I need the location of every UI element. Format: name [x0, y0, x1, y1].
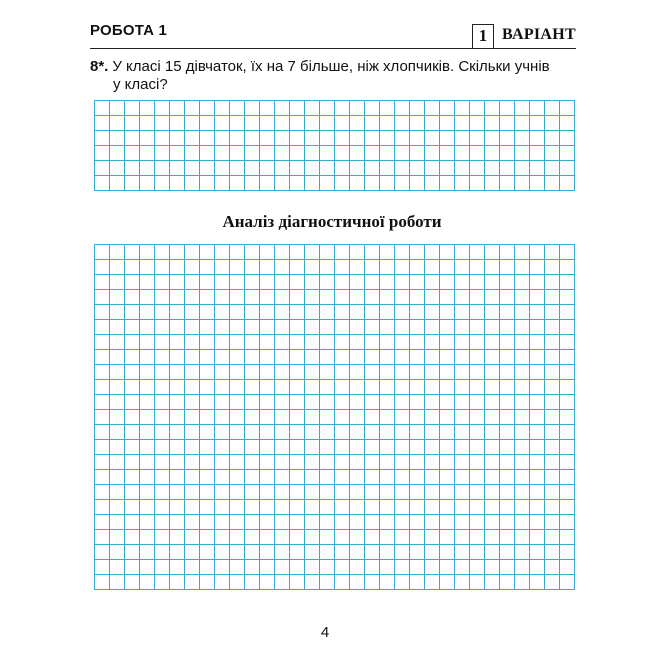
work-title: РОБОТА 1: [90, 22, 168, 39]
page-header: [90, 18, 576, 49]
task-line-1: [90, 58, 584, 76]
variant-number-box: 1: [472, 24, 494, 48]
task-number: 8*.: [90, 58, 109, 75]
task-text-line-2: у класі?: [113, 76, 168, 93]
task-text-line-1: У класі 15 дівчаток, їх на 7 більше, ніж хлопчиків. Скільки учнів: [112, 58, 550, 75]
analysis-grid-large[interactable]: [94, 244, 575, 590]
variant-label: ВАРІАНТ: [502, 26, 576, 43]
task-8: [90, 58, 584, 94]
page-number: 4: [320, 624, 330, 641]
section-title: Аналіз діагностичної роботи: [222, 212, 442, 231]
variant-indicator: [472, 18, 576, 48]
answer-grid-small[interactable]: [94, 100, 575, 191]
